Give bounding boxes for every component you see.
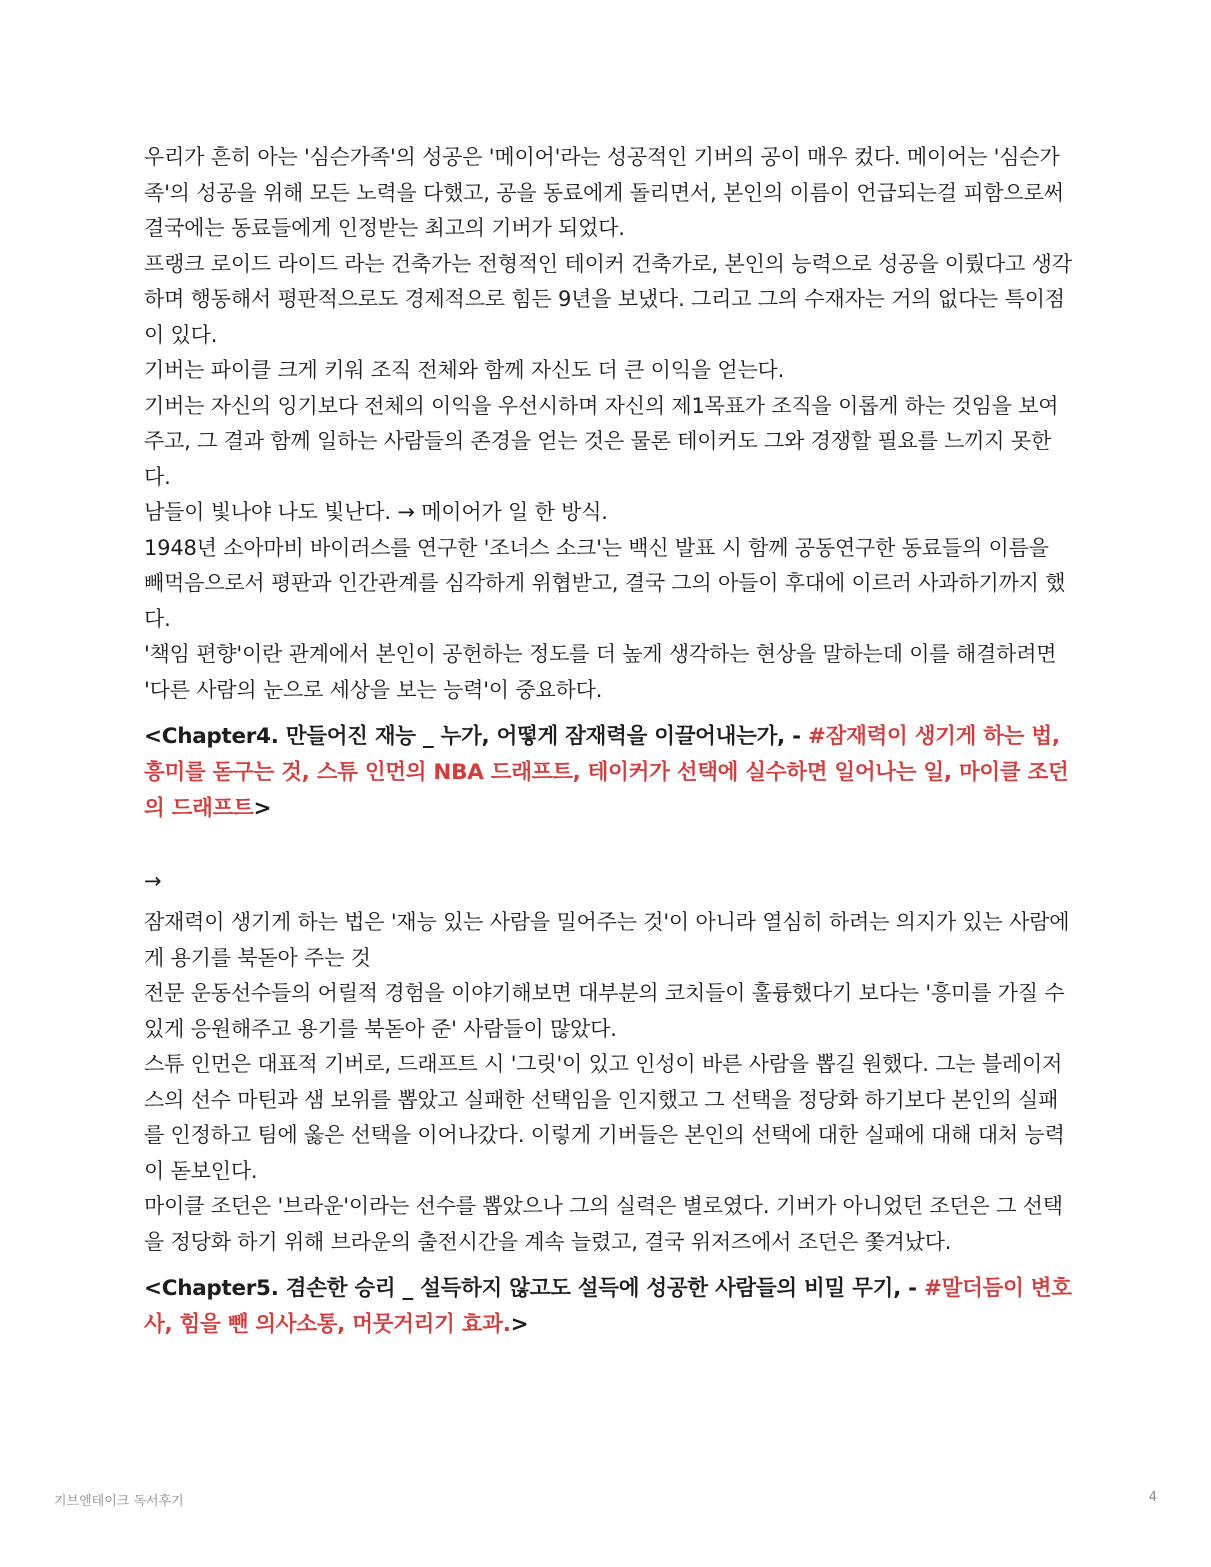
paragraph: 프랭크 로이드 라이드 라는 건축가는 전형적인 테이커 건축가로, 본인의 능력으로 성공을 이뤘다고 생각하며 행동해서 평판적으로도 경제적으로 힘든 9년을 보냈다. 그리고 그의 수재자는 거의 없다는 특이점이 있다.	[144, 251, 1072, 347]
footer-doc-title: 기브앤테이크 독서후기	[54, 1494, 184, 1509]
document-body	[144, 140, 1074, 1343]
chapter-tags: #말더듬이 변호사, 힘을 뺀 의사소통, 머뭇거리기 효과.	[144, 1276, 1072, 1337]
paragraph: 기버는 자신의 잉기보다 전체의 이익을 우선시하며 자신의 제1목표가 조직을 이롭게 하는 것임을 보여주고, 그 결과 함께 일하는 사람들의 존경을 얻는 것은 물론 테이커도 그와 경쟁할 필요를 느끼지 못한다.	[144, 393, 1059, 489]
arrow-icon: →	[144, 869, 162, 893]
footer-page-number: 4	[1148, 1490, 1157, 1505]
chapter-close: >	[510, 1312, 529, 1337]
paragraph: 남들이 빛나야 나도 빛난다. → 메이어가 일 한 방식.	[144, 500, 608, 524]
chapter-title: <Chapter4. 만들어진 재능 _ 누가, 어떻게 잠재력을 이끌어내는가, -	[144, 724, 808, 749]
chapter-heading	[144, 1271, 1074, 1343]
spacer	[144, 827, 1074, 863]
chapter-title: <Chapter5. 겸손한 승리 _ 설득하지 않고도 설득에 성공한 사람들의 비밀 무기, -	[144, 1276, 924, 1301]
chapter-heading	[144, 719, 1074, 827]
paragraph: 기버는 파이클 크게 키워 조직 전체와 함께 자신도 더 큰 이익을 얻는다.	[144, 358, 785, 382]
paragraph: 스튜 인먼은 대표적 기버로, 드래프트 시 '그릿'이 있고 인성이 바른 사람을 뽑길 원했다. 그는 블레이저스의 선수 마틴과 샘 보위를 뽑았고 실패한 선택임을 인지했고 그 선택을 정당화 하기보다 본인의 실패를 인정하고 팀에 옳은 선택을 이어나갔다. 이렇게 기버들은 본인의 선택에 대한 실패에 대해 대처 능력이 돋보인다.	[144, 1052, 1065, 1183]
paragraph: 마이클 조던은 '브라운'이라는 선수를 뽑았으나 그의 실력은 별로였다. 기버가 아니었던 조던은 그 선택을 정당화 하기 위해 브라운의 출전시간을 계속 늘렸고, 결국 위저즈에서 조던은 쫓겨났다.	[144, 1194, 1063, 1254]
paragraph: 우리가 흔히 아는 '심슨가족'의 성공은 '메이어'라는 성공적인 기버의 공이 매우 컸다. 메이어는 '심슨가족'의 성공을 위해 모든 노력을 다했고, 공을 동료에게 돌리면서, 본인의 이름이 언급되는걸 피함으로써 결국에는 동료들에게 인정받는 최고의 기버가 되었다.	[144, 145, 1064, 240]
paragraph: 전문 운동선수들의 어릴적 경험을 이야기해보면 대부분의 코치들이 훌륭했다기 보다는 '흥미를 가질 수 있게 응원해주고 용기를 북돋아 준' 사람들이 많았다.	[144, 981, 1065, 1041]
paragraph: 1948년 소아마비 바이러스를 연구한 '조너스 소크'는 백신 발표 시 함께 공동연구한 동료들의 이름을 빼먹음으로서 평판과 인간관계를 심각하게 위협받고, 결국 그의 아들이 후대에 이르러 사과하기까지 했다.	[144, 535, 1066, 631]
paragraph: 잠재력이 생기게 하는 법은 '재능 있는 사람을 밀어주는 것'이 아니라 열심히 하려는 의지가 있는 사람에게 용기를 북돋아 주는 것	[144, 910, 1070, 970]
chapter-close: >	[253, 796, 272, 821]
chapter-tags: #잠재력이 생기게 하는 법, 흥미를 돋구는 것, 스튜 인먼의 NBA 드래프트, 테이커가 선택에 실수하면 일어나는 일, 마이클 조던의 드래프트	[144, 724, 1069, 821]
paragraph: '책임 편향'이란 관계에서 본인이 공헌하는 정도를 더 높게 생각하는 현상을 말하는데 이를 해결하려면 '다른 사람의 눈으로 세상을 보는 능력'이 중요하다.	[144, 642, 1057, 702]
